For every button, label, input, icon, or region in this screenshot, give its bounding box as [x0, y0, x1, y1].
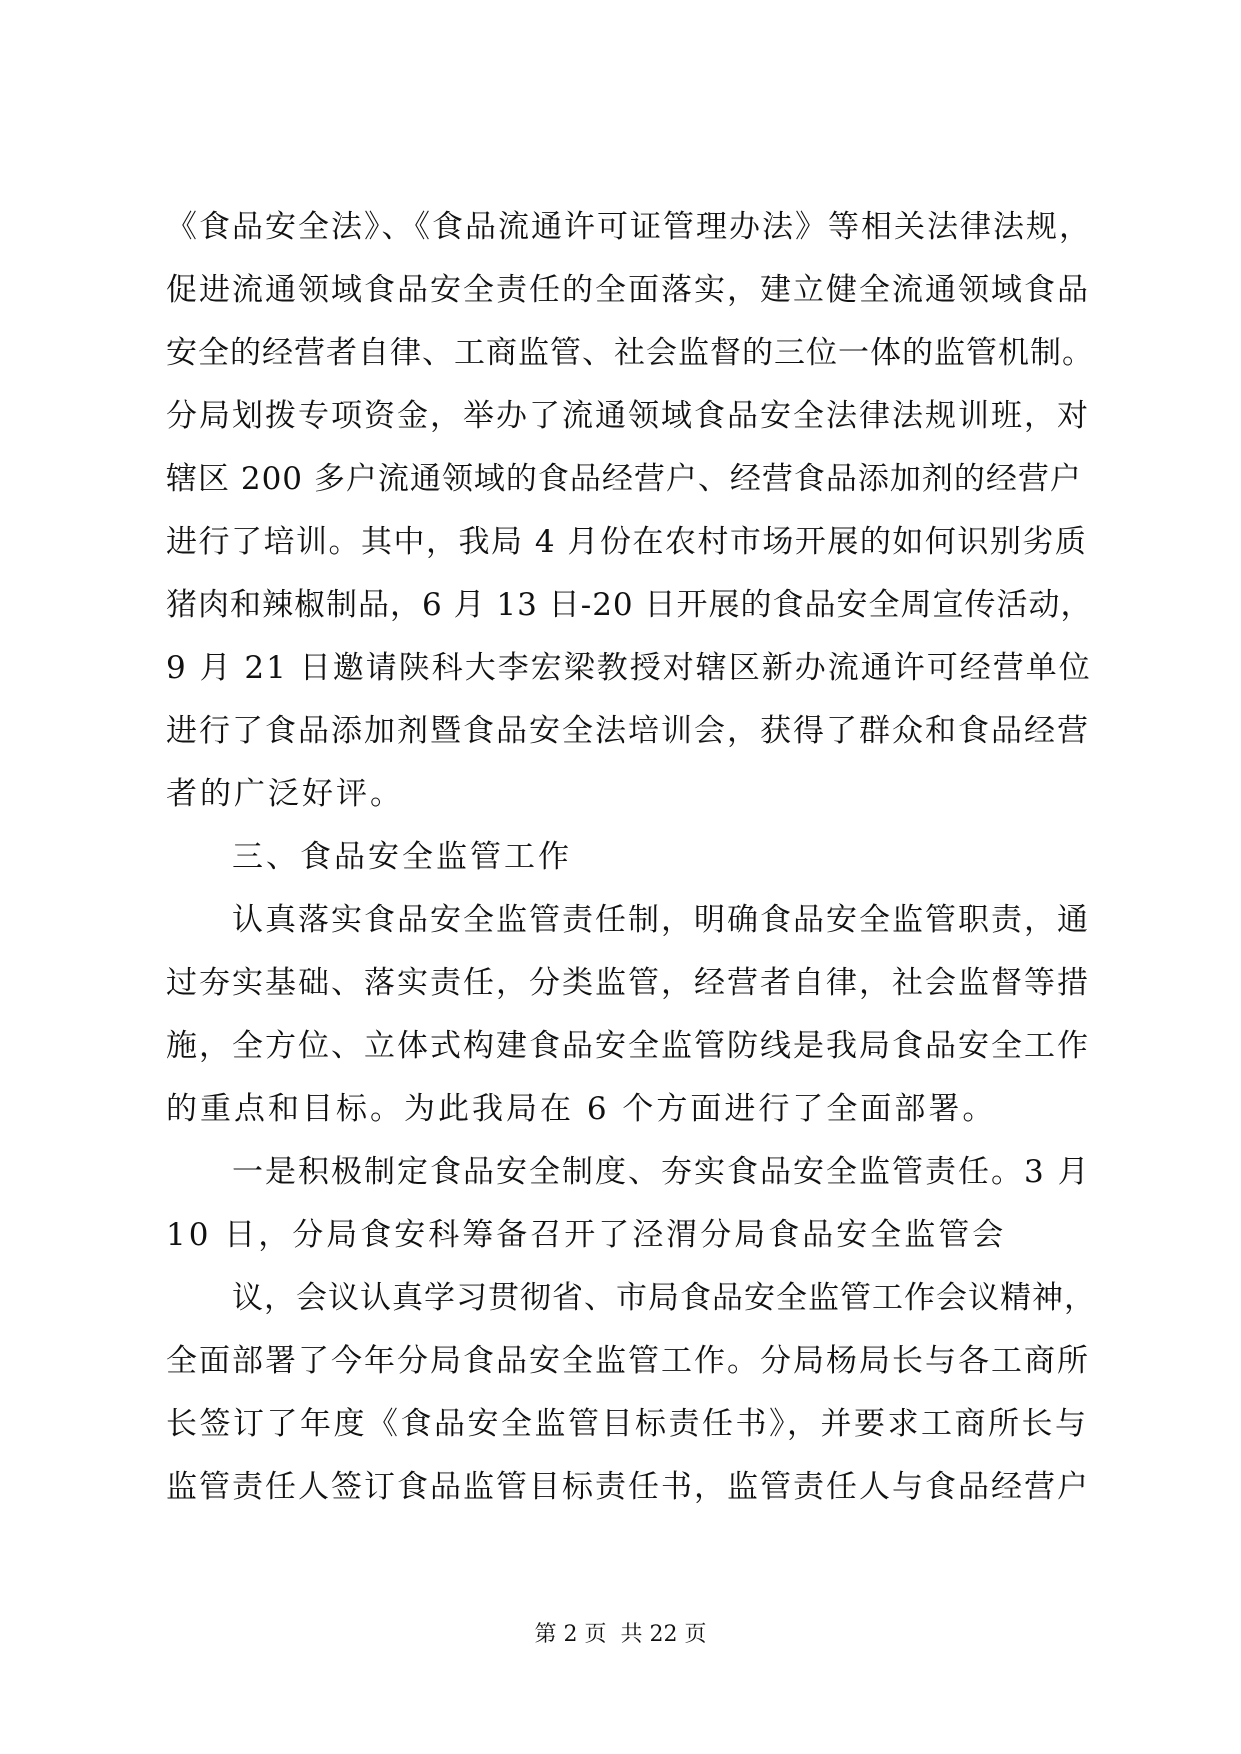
- text-line: 长签订了年度《食品安全监管目标责任书》，并要求工商所长与: [166, 1406, 1089, 1442]
- text-line: 安全的经营者自律、工商监管、社会监督的三位一体的监管机制。: [166, 335, 1094, 371]
- text-line: 施，全方位、立体式构建食品安全监管防线是我局食品安全工作: [166, 1028, 1090, 1064]
- text-line: 一是积极制定食品安全制度、夯实食品安全监管责任。3 月: [232, 1154, 1091, 1190]
- text-line: 进行了食品添加剂暨食品安全法培训会，获得了群众和食品经营: [166, 713, 1090, 749]
- text-line: 9 月 21 日邀请陕科大李宏梁教授对辖区新办流通许可经营单位: [166, 650, 1092, 686]
- section-heading: 三、食品安全监管工作: [232, 839, 572, 875]
- page-footer: [0, 1619, 1241, 1651]
- text-line: 分局划拨专项资金，举办了流通领域食品安全法律法规训班，对: [166, 398, 1090, 434]
- page-number: 第 2 页: [534, 1622, 607, 1647]
- text-line: 猪肉和辣椒制品，6 月 13 日-20 日开展的食品安全周宣传活动，: [166, 587, 1093, 623]
- text-line: 10 日，分局食安科筹备召开了泾渭分局食品安全监管会: [166, 1217, 1007, 1253]
- text-line: 进行了培训。其中，我局 4 月份在农村市场开展的如何识别劣质: [166, 524, 1088, 560]
- text-line: 的重点和目标。为此我局在 6 个方面进行了全面部署。: [166, 1091, 997, 1127]
- text-line: 认真落实食品安全监管责任制，明确食品安全监管职责，通: [232, 902, 1090, 938]
- page-total: 共 22 页: [620, 1622, 707, 1647]
- body-text: [166, 196, 1096, 1519]
- text-line: 者的广泛好评。: [166, 776, 404, 812]
- text-line: 过夯实基础、落实责任，分类监管，经营者自律，社会监督等措: [166, 965, 1090, 1001]
- text-line: 促进流通领域食品安全责任的全面落实，建立健全流通领域食品: [166, 272, 1090, 308]
- text-line: 《食品安全法》、《食品流通许可证管理办法》等相关法律法规，: [166, 209, 1092, 245]
- text-line: 监管责任人签订食品监管目标责任书，监管责任人与食品经营户: [166, 1469, 1090, 1505]
- text-line: 辖区 200 多户流通领域的食品经营户、经营食品添加剂的经营户: [166, 461, 1082, 497]
- text-line: 议，会议认真学习贯彻省、市局食品安全监管工作会议精神，: [232, 1280, 1096, 1316]
- text-line: 全面部署了今年分局食品安全监管工作。分局杨局长与各工商所: [166, 1343, 1090, 1379]
